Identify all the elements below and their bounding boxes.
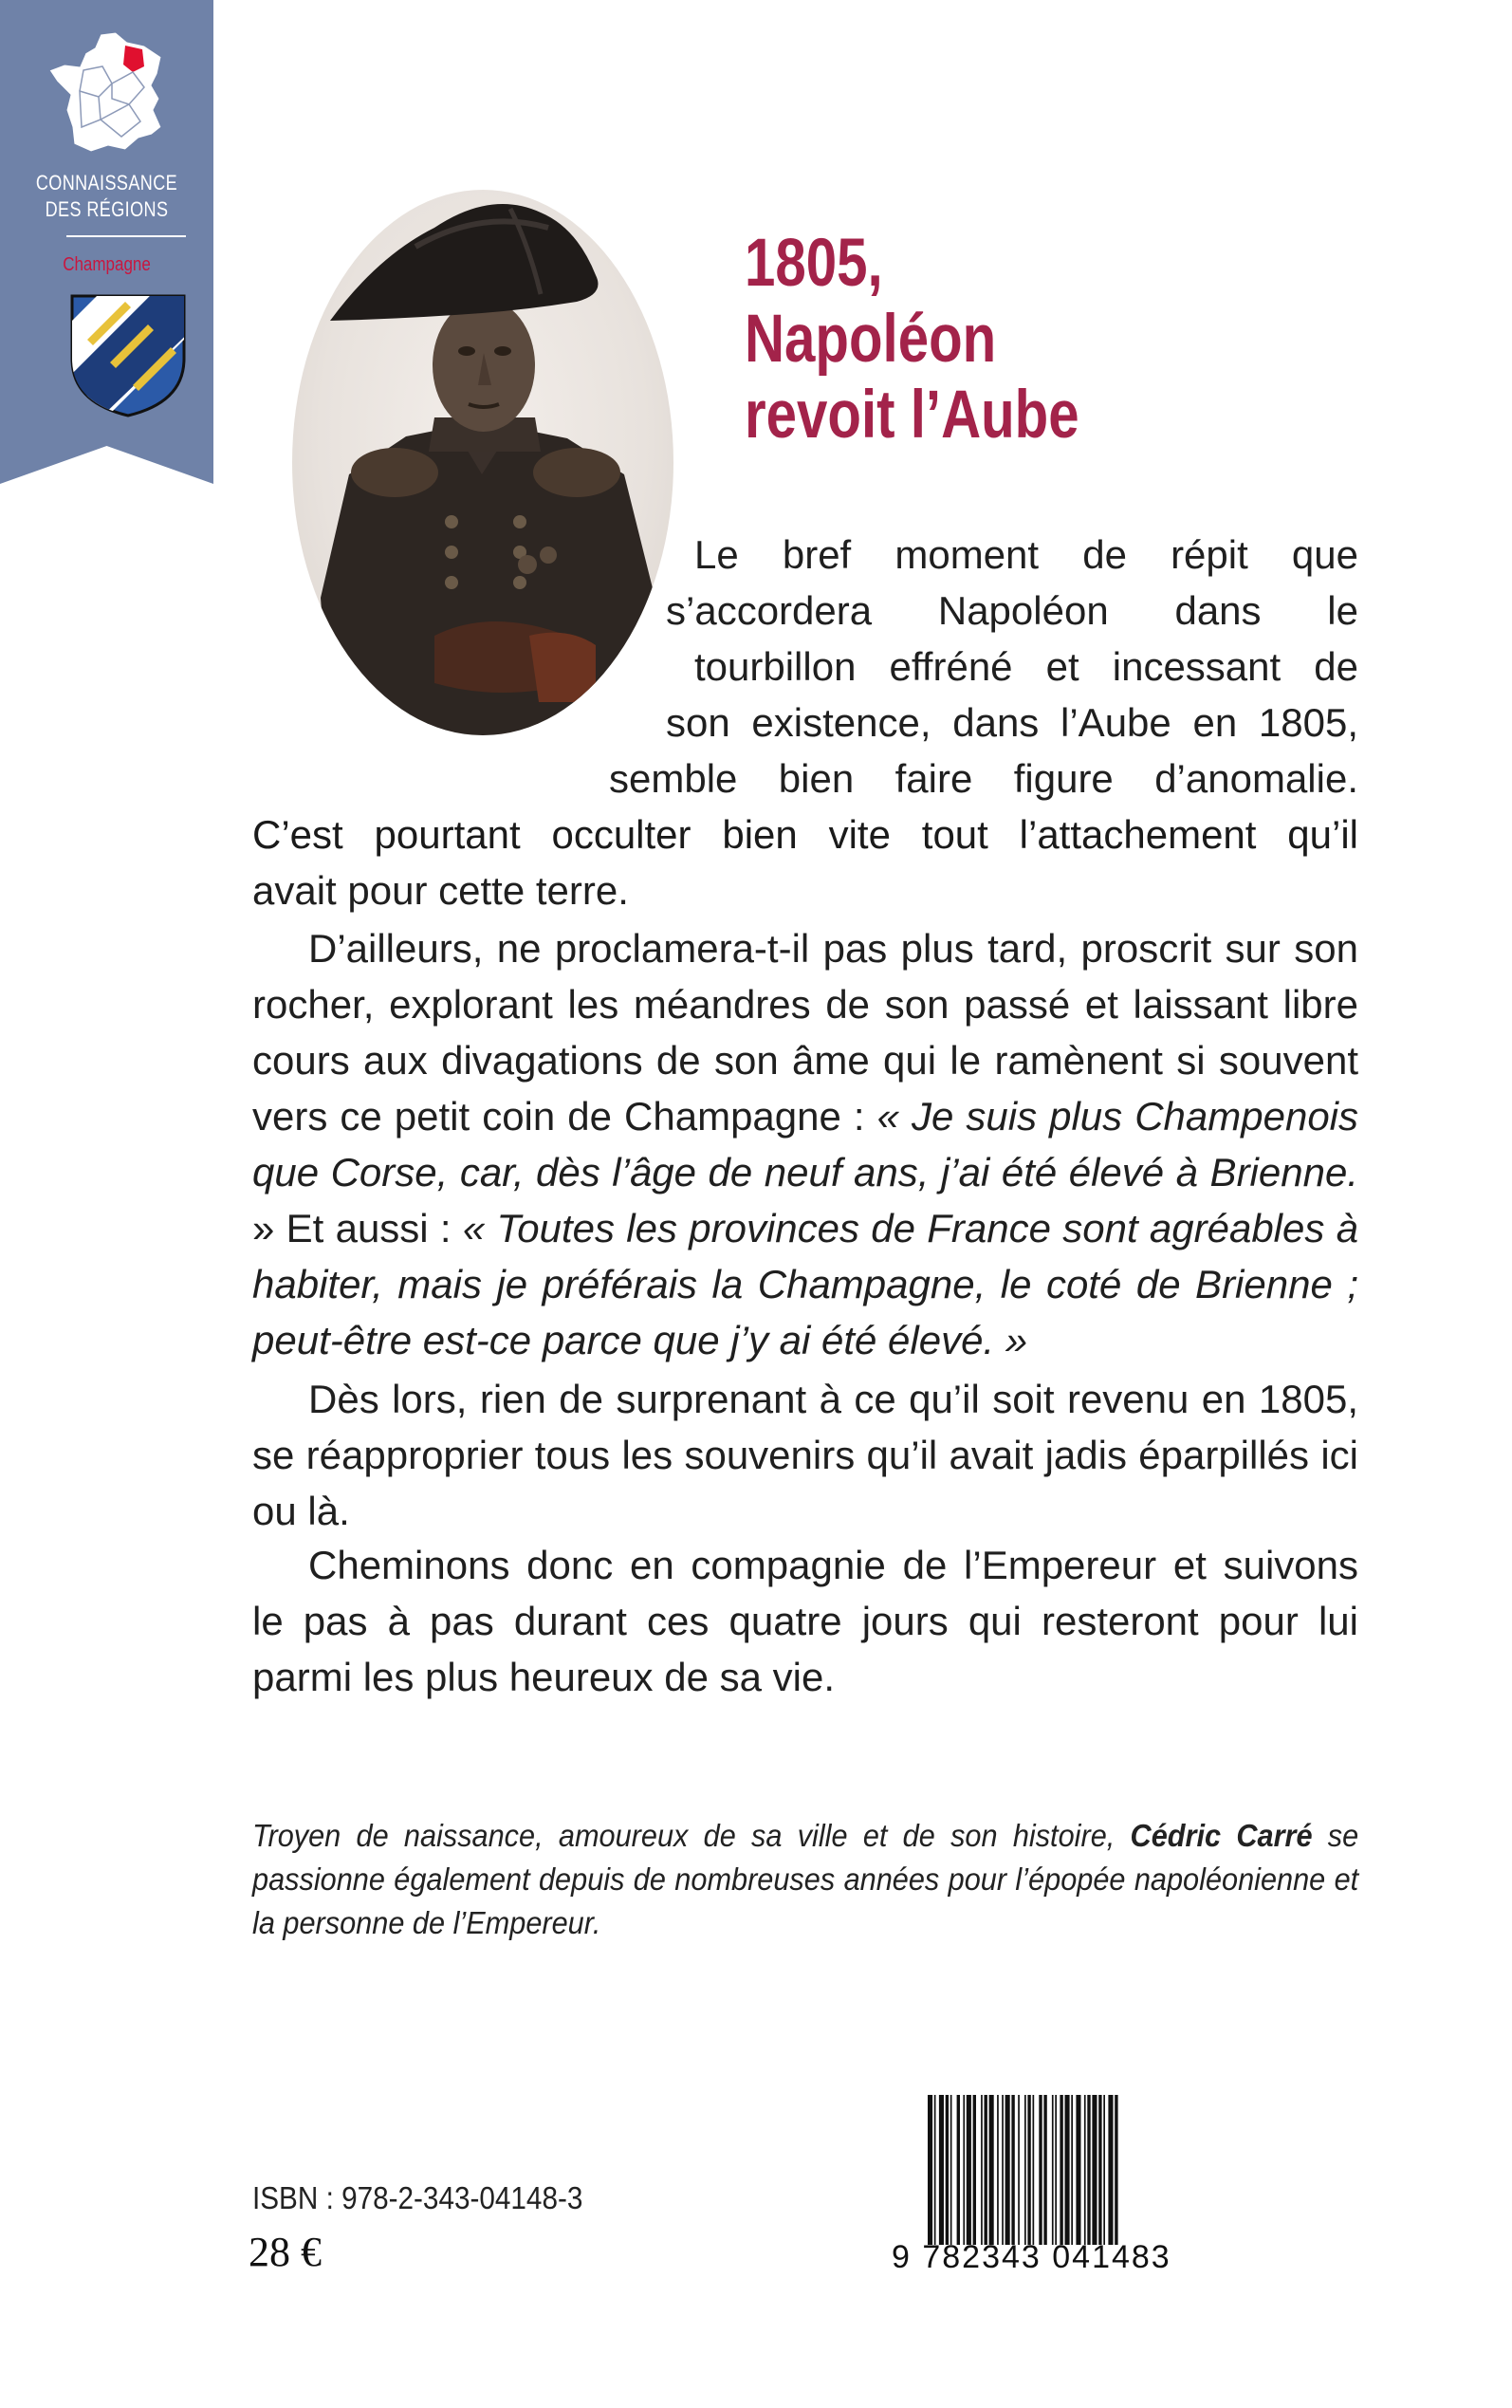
banner-divider xyxy=(66,235,186,237)
quote-2: « Toutes les provinces de France sont agréables à habiter, mais je préférais la Champagne, le coté de Brienne ; peut-être est-ce parce que j’y ai été élevé. » xyxy=(252,1206,1358,1362)
title-line-1: 1805, xyxy=(745,226,883,301)
barcode-bar xyxy=(1002,2095,1004,2245)
author-bio xyxy=(252,1814,1358,1945)
napoleon-portrait xyxy=(292,190,673,735)
barcode-bar xyxy=(1060,2095,1062,2245)
barcode-bar xyxy=(928,2095,932,2245)
barcode-bar xyxy=(939,2095,944,2245)
paragraph-1-line-2: s’accordera Napoléon dans le xyxy=(666,588,1358,633)
barcode-bar xyxy=(946,2095,949,2245)
barcode-bar xyxy=(957,2095,960,2245)
barcode-bar xyxy=(1103,2095,1105,2245)
barcode-bar xyxy=(1084,2095,1086,2245)
barcode-bar xyxy=(989,2095,994,2245)
barcode-bar xyxy=(1055,2095,1057,2245)
barcode-bar xyxy=(1043,2095,1046,2245)
barcode-bar xyxy=(967,2095,971,2245)
barcode-bar xyxy=(973,2095,976,2245)
series-name-line1: CONNAISSANCE xyxy=(35,171,178,194)
bio-rest: se passionne également depuis de nombreuses années pour l’épopée napoléonienne et la personne de l’Empereur. xyxy=(252,1818,1359,1940)
barcode-bar xyxy=(1039,2095,1042,2245)
barcode-bar xyxy=(1027,2095,1030,2245)
barcode-bar xyxy=(1087,2095,1090,2245)
isbn: ISBN : 978-2-343-04148-3 xyxy=(252,2180,583,2215)
title-line-2: Napoléon xyxy=(745,302,997,377)
book-title xyxy=(745,226,1079,454)
barcode-bar xyxy=(1098,2095,1101,2245)
barcode xyxy=(924,2095,1262,2254)
barcode-bar xyxy=(1092,2095,1097,2245)
barcode-bar xyxy=(1018,2095,1020,2245)
barcode-bar xyxy=(1065,2095,1070,2245)
paragraph-1-line-6: C’est pourtant occulter bien vite tout l’attachement qu’il xyxy=(252,812,1358,857)
barcode-bar xyxy=(997,2095,999,2245)
barcode-bar xyxy=(1071,2095,1073,2245)
paragraph-1-line-7: avait pour cette terre. xyxy=(252,868,629,913)
paragraph-1-line-5: semble bien faire figure d’anomalie. xyxy=(609,756,1358,801)
barcode-digits: 9 782343 041483 xyxy=(892,2239,1171,2275)
barcode-bar xyxy=(1005,2095,1010,2245)
paragraph-1-line-1: Le bref moment de répit que xyxy=(694,532,1358,577)
barcode-bar xyxy=(1108,2095,1113,2245)
paragraph-4: Cheminons donc en compagnie de l’Empereur et suivons le pas à pas durant ces quatre jours qui resteront pour lui parmi les plus heureux de sa vie. xyxy=(252,1543,1358,1699)
bio-intro: Troyen de naissance, amoureux de sa ville et de son histoire, xyxy=(252,1818,1131,1853)
quote-1: « Je suis plus Champenois que Corse, car, dès l’âge de neuf ans, j’ai été élevé à Brienne. xyxy=(252,1094,1359,1195)
price: 28 € xyxy=(249,2229,322,2275)
france-map-icon xyxy=(46,28,178,161)
champagne-coat-of-arms-icon xyxy=(68,292,188,419)
paragraph-1-line-4: son existence, dans l’Aube en 1805, xyxy=(666,700,1358,745)
barcode-bar xyxy=(1024,2095,1026,2245)
paragraph-2-mid: » Et aussi : xyxy=(252,1206,463,1250)
barcode-bar xyxy=(1052,2095,1054,2245)
barcode-bar xyxy=(1033,2095,1035,2245)
barcode-bar xyxy=(1076,2095,1080,2245)
barcode-bar xyxy=(985,2095,987,2245)
barcode-bar xyxy=(950,2095,952,2245)
region-name: Champagne xyxy=(63,254,151,275)
paragraph-2-intro: D’ailleurs, ne proclamera-t-il pas plus tard, proscrit sur son rocher, explorant les méandres de son passé et laissant libre cours aux divagations de son âme qui le ramènent si souvent vers ce petit coin de Champagne : xyxy=(252,926,1358,1139)
barcode-bar xyxy=(963,2095,965,2245)
title-line-3: revoit l’Aube xyxy=(745,378,1079,453)
series-name-line2: DES RÉGIONS xyxy=(45,197,169,221)
barcode-bar xyxy=(934,2095,936,2245)
barcode-bar xyxy=(981,2095,983,2245)
paragraph-1-line-3: tourbillon effréné et incessant de xyxy=(694,644,1358,689)
barcode-bar xyxy=(1115,2095,1117,2245)
author-name: Cédric Carré xyxy=(1130,1818,1313,1853)
barcode-bar xyxy=(1011,2095,1014,2245)
paragraph-3: Dès lors, rien de surprenant à ce qu’il soit revenu en 1805, se réapproprier tous les souvenirs qu’il avait jadis éparpillés ici ou là. xyxy=(252,1377,1358,1533)
paragraph-2 xyxy=(252,920,1358,1368)
